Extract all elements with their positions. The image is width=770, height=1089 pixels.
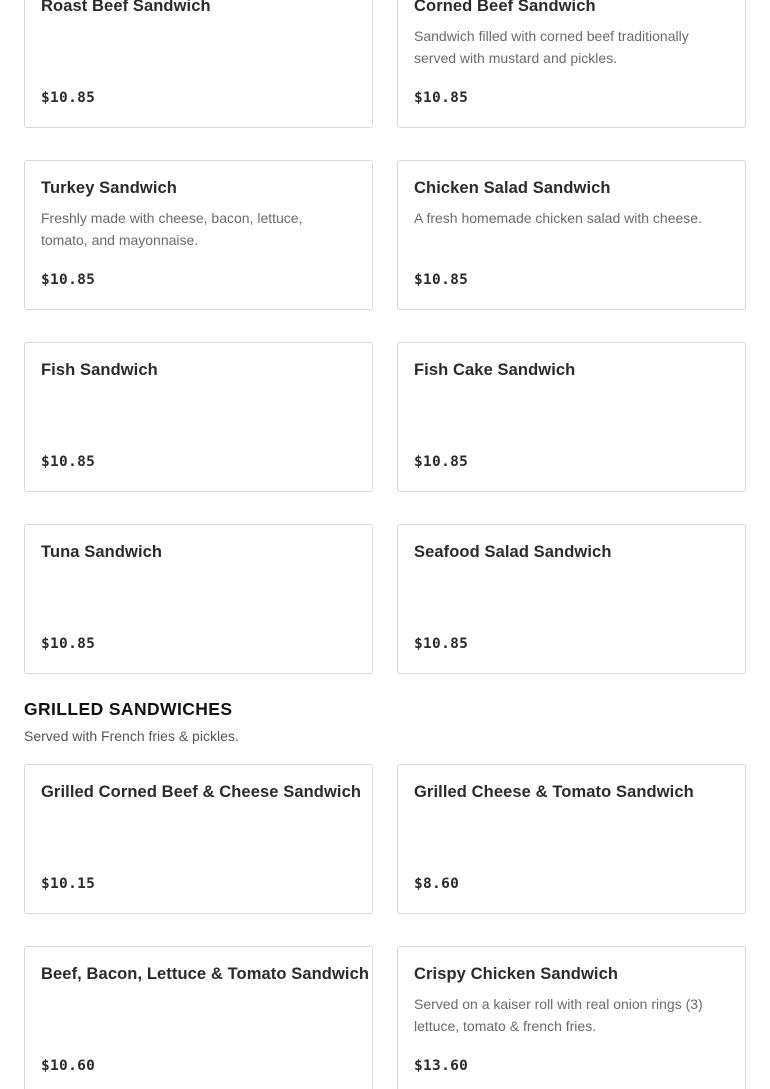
menu-item-price: $10.85 <box>414 636 469 652</box>
menu-item-name: Crispy Chicken Sandwich <box>414 965 619 983</box>
menu-item-name: Chicken Salad Sandwich <box>414 179 611 197</box>
menu-item-name: Grilled Cheese & Tomato Sandwich <box>414 783 694 801</box>
menu-item-price: $10.15 <box>41 876 96 892</box>
menu-item-description: Sandwich filled with corned beef traditionally served with mustard and pickles. <box>414 28 689 66</box>
menu-item-description: Freshly made with cheese, bacon, lettuce, tomato, and mayonnaise. <box>41 210 303 248</box>
menu-item-grid <box>24 0 746 674</box>
menu-item-price: $10.85 <box>414 90 469 106</box>
menu-item-name: Corned Beef Sandwich <box>414 0 596 15</box>
menu-item-price: $10.60 <box>41 1058 96 1074</box>
menu-item-price: $10.85 <box>414 272 469 288</box>
menu-item-name: Seafood Salad Sandwich <box>414 543 612 561</box>
menu-item-name: Fish Sandwich <box>41 361 158 379</box>
menu-item-card[interactable] <box>24 524 373 674</box>
section-subtitle: Served with French fries & pickles. <box>24 728 239 744</box>
menu-item-card[interactable] <box>397 946 746 1089</box>
menu-item-card[interactable] <box>397 0 746 128</box>
menu-item-card[interactable] <box>397 342 746 492</box>
menu-item-price: $8.60 <box>414 876 460 892</box>
menu-item-name: Roast Beef Sandwich <box>41 0 211 15</box>
menu-item-card[interactable] <box>397 764 746 914</box>
menu-item-description: A fresh homemade chicken salad with cheese. <box>414 210 702 226</box>
menu-item-card[interactable] <box>24 160 373 310</box>
menu-item-card[interactable] <box>24 946 373 1089</box>
menu-item-card[interactable] <box>397 160 746 310</box>
menu-item-price: $10.85 <box>41 636 96 652</box>
menu-item-price: $10.85 <box>41 90 96 106</box>
menu-item-card[interactable] <box>24 342 373 492</box>
menu-item-card[interactable] <box>24 0 373 128</box>
menu-item-price: $13.60 <box>414 1058 469 1074</box>
menu-item-card[interactable] <box>24 764 373 914</box>
menu-item-grid <box>24 764 746 1089</box>
menu-item-price: $10.85 <box>41 454 96 470</box>
menu-item-name: Turkey Sandwich <box>41 179 177 197</box>
section-title: GRILLED SANDWICHES <box>24 699 233 719</box>
menu-item-name: Tuna Sandwich <box>41 543 163 561</box>
menu-item-name: Grilled Corned Beef & Cheese Sandwich <box>41 783 362 801</box>
menu-item-description: Served on a kaiser roll with real onion rings (3) lettuce, tomato & french fries. <box>414 996 703 1034</box>
menu-item-name: Fish Cake Sandwich <box>414 361 576 379</box>
menu-item-card[interactable] <box>397 524 746 674</box>
menu-item-name: Beef, Bacon, Lettuce & Tomato Sandwich <box>41 965 370 983</box>
menu-item-price: $10.85 <box>41 272 96 288</box>
menu-item-price: $10.85 <box>414 454 469 470</box>
